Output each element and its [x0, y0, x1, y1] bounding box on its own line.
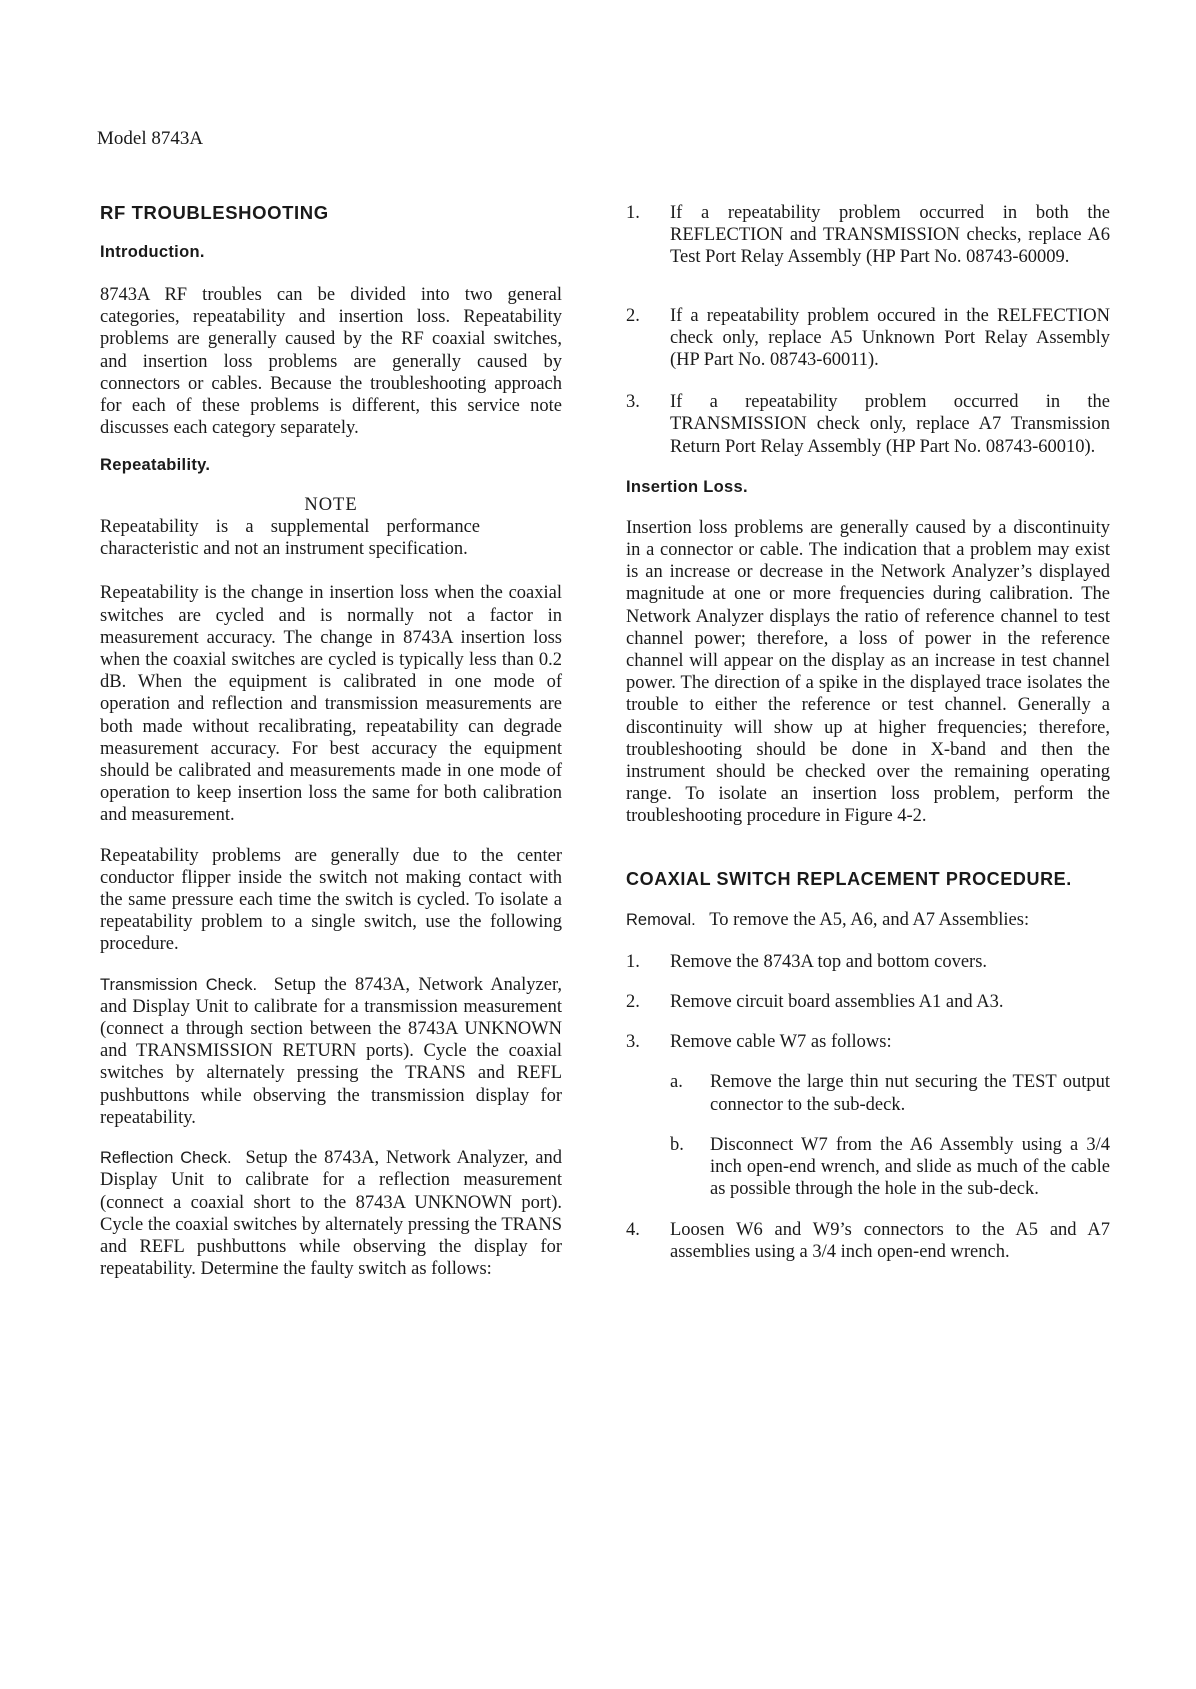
- faulty-switch-steps: [626, 202, 1110, 458]
- step-number: 3.: [626, 392, 640, 413]
- step-text: If a repeatability problem occurred in both the REFLECTION and TRANSMISSION checks, replace A6 Test Port Relay Assembly (HP Part No. 08743-60009.: [670, 203, 1110, 268]
- paragraph-removal: [626, 909, 1110, 931]
- step-text: Remove cable W7 as follows:: [670, 1032, 892, 1053]
- removal-steps-continued: [626, 1219, 1110, 1263]
- step-text: Remove circuit board assemblies A1 and A3.: [670, 992, 1004, 1013]
- lead-transmission-check: Transmission Check.: [100, 975, 258, 994]
- step-number: 1.: [626, 951, 640, 972]
- paragraph-reflection-check: [100, 1147, 562, 1280]
- substep-letter: b.: [670, 1134, 684, 1155]
- step-text: Remove the 8743A top and bottom covers.: [670, 951, 988, 972]
- step-text: If a repeatability problem occured in the RELFECTION check only, replace A5 Unknown Port Relay Assembly (HP Part No. 08743-60011).: [670, 305, 1110, 371]
- heading-introduction: Introduction.: [100, 243, 205, 261]
- note-title: NOTE: [304, 495, 358, 516]
- heading-insertion-loss: Insertion Loss.: [626, 477, 748, 496]
- text-reflection-check: Setup the 8743A, Network Analyzer, and Display Unit to calibrate for a reflection measurement (connect a coaxial short to the 8743A UNKNOWN port). Cycle the coaxial switches by alternately pressing the TRANS and REFL pushbuttons while observing the display for repeatability. Determine the faulty switch as follows:: [100, 1148, 563, 1280]
- step-number: 1.: [626, 203, 640, 223]
- text-transmission-check: Setup the 8743A, Network Analyzer, and Display Unit to calibrate for a transmission measurement (connect a through section between the 8743A UNKNOWN and TRANSMISSION RETURN ports). Cycle the coaxial switches by alternately pressing the TRANS and REFL pushbuttons while observing the transmission display for repeatability.: [100, 974, 562, 1128]
- list-item: [626, 391, 1110, 458]
- section-title-coaxial-switch-replacement: COAXIAL SWITCH REPLACEMENT PROCEDURE.: [626, 868, 1072, 889]
- step-number: 3.: [626, 1032, 640, 1053]
- substep-text: Disconnect W7 from the A6 Assembly using a 3/4 inch open-end wrench, and slide as much of the cable as possible through the hole in the sub-deck.: [710, 1134, 1110, 1200]
- step-number: 2.: [626, 992, 640, 1013]
- left-column: [100, 202, 562, 1280]
- paragraph-repeatability-definition: Repeatability is the change in insertion loss when the coaxial switches are cycled and is normally not a factor in measurement accuracy. The change in 8743A insertion loss when the coaxial switches are cycled is typically less than 0.2 dB. When the equipment is calibrated in one mode of operation and reflection and transmission measurements are both made without recalibrating, repeatability can degrade measurement accuracy. For best accuracy the equipment should be calibrated and measurements made in one mode of operation to keep insertion loss the same for both calibration and measurement.: [100, 583, 562, 826]
- paragraph-introduction: 8743A RF troubles can be divided into two general categories, repeatability and insertion loss. Repeatability problems are generally caused by the RF coaxial switches, and insertion loss problems are generally caused by connectors or cables. Because the troubleshooting approach for each of these problems is different, this service note discusses each category separately.: [100, 285, 562, 439]
- substep-letter: a.: [670, 1072, 683, 1093]
- section-title-rf-troubleshooting: RF TROUBLESHOOTING: [100, 202, 329, 223]
- list-item: [626, 305, 1110, 372]
- text-removal: To remove the A5, A6, and A7 Assemblies:: [709, 909, 1030, 930]
- substep-item: [670, 1071, 1110, 1115]
- heading-repeatability: Repeatability.: [100, 456, 211, 475]
- paragraph-insertion-loss: Insertion loss problems are generally caused by a discontinuity in a connector or cable. The indication that a problem may exist is an increase or decrease in the Network Analyzer’s displayed magnitude at one or more frequencies during calibration. The Network Analyzer displays the ratio of reference channel to test channel power; therefore, a loss of power in the reference channel will appear on the display as an increase in test channel power. The direction of a spike in the displayed trace isolates the trouble to either the reference or test channel. Generally a discontinuity will show up at higher frequencies; therefore, troubleshooting should be done in X-band and then the instrument should be checked over the remaining operating range. To isolate an insertion loss problem, perform the troubleshooting procedure in Figure 4-2.: [626, 517, 1110, 827]
- step-text: Loosen W6 and W9’s connectors to the A5 and A7 assemblies using a 3/4 inch open-end wrench.: [670, 1219, 1110, 1262]
- lead-reflection-check: Reflection Check.: [100, 1149, 232, 1168]
- list-item: [626, 1031, 1110, 1053]
- list-item: [626, 991, 1110, 1013]
- step-number: 2.: [626, 305, 640, 326]
- step-number: 4.: [626, 1219, 640, 1240]
- removal-steps: [626, 951, 1110, 1054]
- step-text: If a repeatability problem occurred in the TRANSMISSION check only, replace A7 Transmission Return Port Relay Assembly (HP Part No. 08743-60010).: [670, 392, 1110, 457]
- right-column: [626, 202, 1110, 1263]
- model-number: Model 8743A: [97, 128, 204, 149]
- note-box: [100, 495, 562, 560]
- substep-text: Remove the large thin nut securing the TEST output connector to the sub-deck.: [710, 1072, 1110, 1115]
- note-text: Repeatability is a supplemental performance characteristic and not an instrument specification.: [100, 517, 480, 560]
- lead-removal: Removal.: [626, 910, 696, 929]
- list-item: [626, 1219, 1110, 1263]
- list-item: [626, 202, 1110, 269]
- paragraph-repeatability-cause: Repeatability problems are generally due to the center conductor flipper inside the switch not making contact with the same pressure each time the switch is cycled. To isolate a repeatability problem to a single switch, use the following procedure.: [100, 845, 562, 955]
- paragraph-transmission-check: [100, 974, 562, 1129]
- list-item: [626, 951, 1110, 973]
- substep-item: [670, 1134, 1110, 1201]
